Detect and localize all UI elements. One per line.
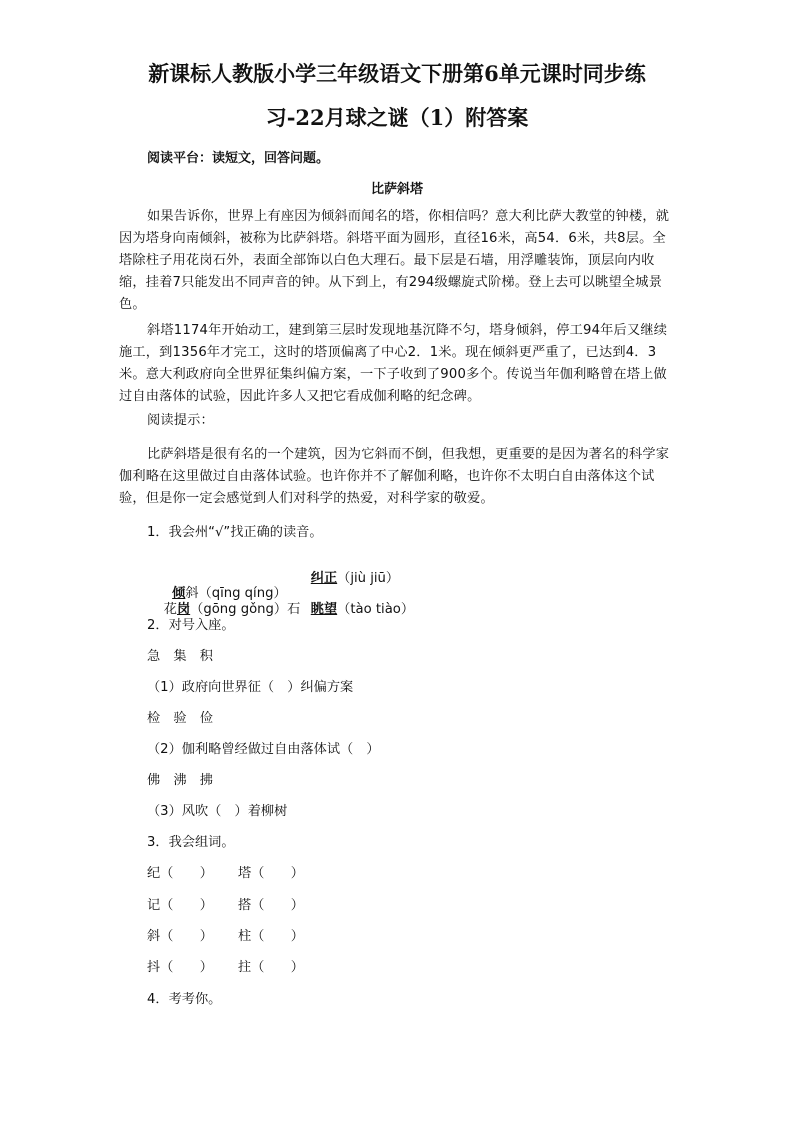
word-group-item: 搭（ ）	[238, 898, 304, 913]
question-1-prompt: 1．我会州“√”找正确的读音。	[147, 525, 323, 540]
question-2-sentence-1: （1）政府向世界征（ ）纠偏方案	[147, 680, 354, 695]
word-group-item: 抖（ ）	[147, 960, 213, 975]
question-2-prompt: 2．对号入座。	[147, 618, 235, 633]
hint-paragraph: 比萨斜塔是很有名的一个建筑，因为它斜而不倒，但我想，更重要的是因为著名的科学家伽利略在这里做过自由落体试验。也许你并不了解伽利略，也许你不太明白自由落体这个试验，但是你一定会感觉到人们对科学的热爱，对科学家的敬爱。	[119, 447, 670, 506]
document-title-line-2: 习-22月球之谜（1）附答案	[265, 105, 529, 130]
question-2-sentence-3: （3）风吹（ ）着柳树	[147, 804, 288, 819]
word-group-item: 柱（ ）	[238, 929, 304, 944]
question-4-prompt: 4．考考你。	[147, 992, 222, 1007]
word-group-item: 记（ ）	[147, 898, 213, 913]
pinyin-item-qingxie: 倾斜（qīng qíng）	[172, 586, 287, 601]
hint-label: 阅读提示：	[147, 413, 214, 428]
word-group-item: 拄（ ）	[238, 960, 304, 975]
word-group-item: 塔（ ）	[238, 866, 304, 881]
question-2-chars-3: 佛 沸 拂	[147, 773, 213, 788]
question-2-chars-2: 检 验 俭	[147, 711, 213, 726]
passage-paragraph-2: 斜塔1174年开始动工，建到第三层时发现地基沉降不匀，塔身倾斜，停工94年后又继续施工，到1356年才完工，这时的塔顶偏离了中心2．1米。现在倾斜更严重了，已达到4．3米。意大利政府向全世界征集纠偏方案，一下子收到了900多个。传说当年伽利略曾在塔上做过自由落体的试验，因此许多人又把它看成伽利略的纪念碑。	[119, 323, 668, 404]
pinyin-item-tiaowang: 眺望（tào tiào）	[310, 602, 415, 617]
word-group-item: 斜（ ）	[147, 929, 213, 944]
question-3-prompt: 3．我会组词。	[147, 835, 235, 850]
pinyin-item-jiuzheng: 纠正（jiù jiū）	[310, 571, 400, 586]
passage-title: 比萨斜塔	[370, 182, 423, 197]
question-2-chars-1: 急 集 积	[147, 649, 213, 664]
passage-paragraph-1: 如果告诉你，世界上有座因为倾斜而闻名的塔，你相信吗？意大利比萨大教堂的钟楼，就因为塔身向南倾斜，被称为比萨斜塔。斜塔平面为圆形，直径16米，高54．6米，共8层。全塔除柱子用花岗石外，表面全部饰以白色大理石。最下层是石墙，用浮雕装饰，顶层向内收缩，挂着7只能发出不同声音的钟。从下到上，有294级螺旋式阶梯。登上去可以眺望全城景色。	[119, 209, 670, 312]
question-2-sentence-2: （2）伽利略曾经做过自由落体试（ ）	[147, 742, 380, 757]
pinyin-item-huagangshi: 花岗（gōng gǒng）石	[163, 602, 301, 617]
word-group-item: 纪（ ）	[147, 866, 213, 881]
reading-intro: 阅读平台：读短文，回答问题。	[147, 151, 330, 166]
document-title-line-1: 新课标人教版小学三年级语文下册第6单元课时同步练	[148, 61, 646, 86]
